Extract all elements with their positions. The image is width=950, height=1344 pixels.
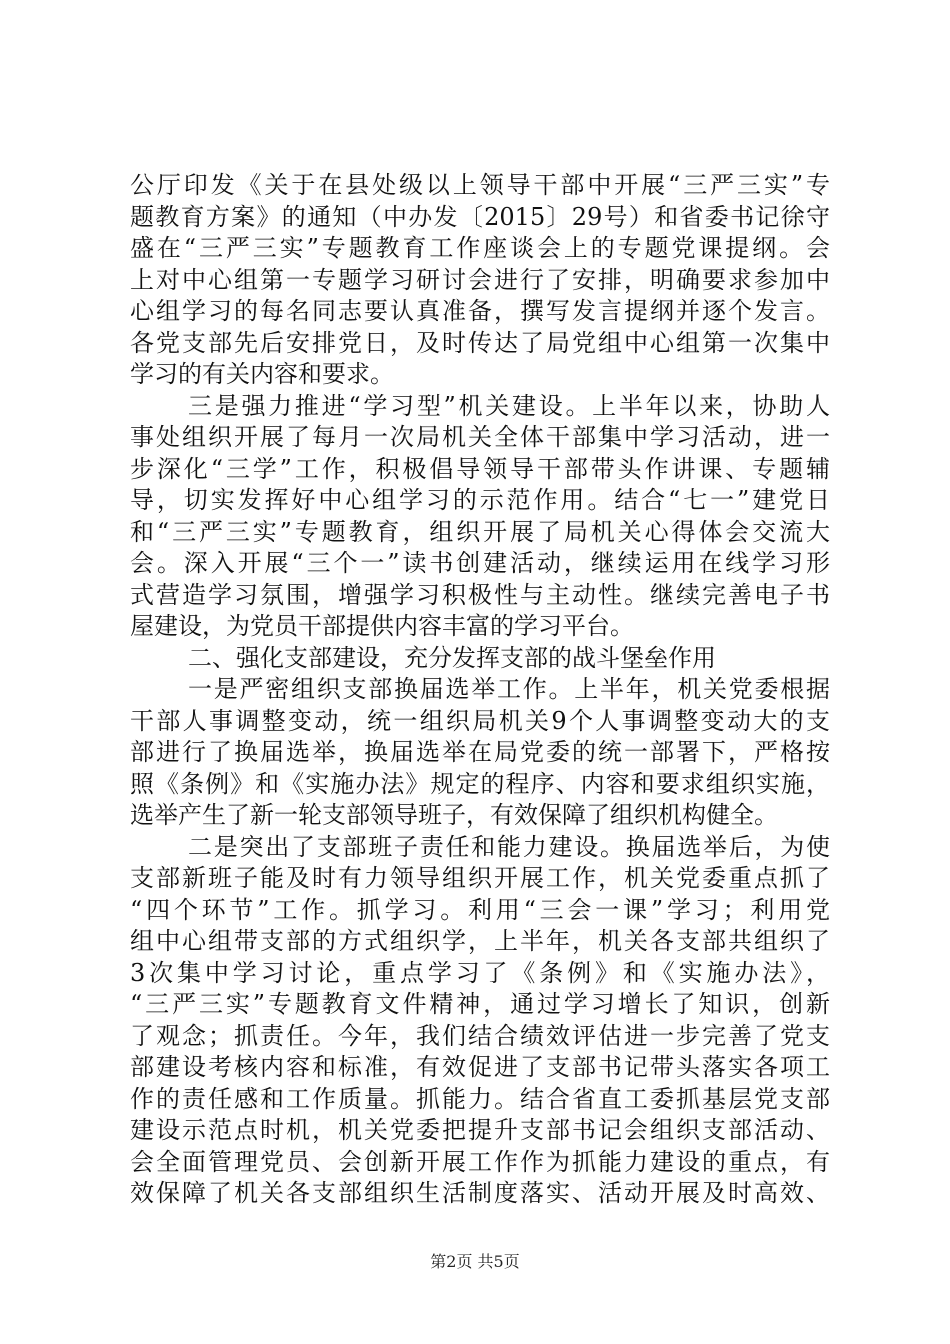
text-line: 公厅印发《关于在县处级以上领导干部中开展“三严三实”专 (130, 171, 830, 199)
text-line: 导，切实发挥好中心组学习的示范作用。结合“七一”建党日 (130, 486, 830, 514)
document-body (130, 170, 830, 1210)
text-line: 三是强力推进“学习型”机关建设。上半年以来，协助人 (188, 391, 830, 420)
text-line: 二是突出了支部班子责任和能力建设。换届选举后，为使 (188, 832, 830, 861)
text-line: 上对中心组第一专题学习研讨会进行了安排，明确要求参加中 (130, 265, 830, 294)
text-line: “四个环节”工作。抓学习。利用“三会一课”学习；利用党 (130, 895, 830, 924)
text-line: 盛在“三严三实”专题教育工作座谈会上的专题党课提纲。会 (130, 234, 830, 262)
text-line: 照《条例》和《实施办法》规定的程序、内容和要求组织实施， (130, 769, 830, 798)
text-line: 一是严密组织支部换届选举工作。上半年，机关党委根据 (188, 675, 830, 703)
text-line: 步深化“三学”工作，积极倡导领导干部带头作讲课、专题辅 (130, 454, 830, 483)
text-line: 部建设考核内容和标准，有效促进了支部书记带头落实各项工 (130, 1053, 830, 1081)
text-line: 作的责任感和工作质量。抓能力。结合省直工委抓基层党支部 (130, 1084, 830, 1113)
text-line: 事处组织开展了每月一次局机关全体干部集中学习活动，进一 (130, 423, 830, 451)
text-line: 效保障了机关各支部组织生活制度落实、活动开展及时高效、 (130, 1179, 830, 1207)
text-line: 部进行了换届选举，换届选举在局党委的统一部署下，严格按 (130, 738, 830, 766)
text-line: 各党支部先后安排党日，及时传达了局党组中心组第一次集中 (130, 328, 830, 357)
text-line: 3次集中学习讨论，重点学习了《条例》和《实施办法》， (130, 958, 830, 987)
text-line: 式营造学习氛围，增强学习积极性与主动性。继续完善电子书 (130, 580, 830, 609)
text-line: 题教育方案》的通知（中办发〔2015〕29号）和省委书记徐守 (130, 202, 830, 231)
text-line: 建设示范点时机，机关党委把提升支部书记会组织支部活动、 (130, 1116, 830, 1144)
text-line: “三严三实”专题教育文件精神，通过学习增长了知识，创新 (130, 990, 830, 1018)
text-line: 干部人事调整变动，统一组织局机关9个人事调整变动大的支 (130, 706, 830, 735)
text-line: 了观念；抓责任。今年，我们结合绩效评估进一步完善了党支 (130, 1021, 830, 1050)
text-line: 心组学习的每名同志要认真准备，撰写发言提纲并逐个发言。 (130, 297, 830, 325)
text-line: 选举产生了新一轮支部领导班子，有效保障了组织机构健全。 (130, 801, 778, 829)
text-line: 和“三严三实”专题教育，组织开展了局机关心得体会交流大 (130, 517, 830, 546)
text-line: 二、强化支部建设，充分发挥支部的战斗堡垒作用 (188, 643, 716, 672)
text-line: 会全面管理党员、会创新开展工作作为抓能力建设的重点，有 (130, 1147, 830, 1176)
text-line: 屋建设，为党员干部提供内容丰富的学习平台。 (130, 612, 634, 640)
text-line: 组中心组带支部的方式组织学，上半年，机关各支部共组织了 (130, 927, 830, 955)
text-line: 学习的有关内容和要求。 (130, 360, 394, 388)
page-footer: 第2页 共5页 (430, 1252, 520, 1271)
text-line: 会。深入开展“三个一”读书创建活动，继续运用在线学习形 (130, 549, 830, 577)
text-line: 支部新班子能及时有力领导组织开展工作，机关党委重点抓了 (130, 864, 830, 892)
